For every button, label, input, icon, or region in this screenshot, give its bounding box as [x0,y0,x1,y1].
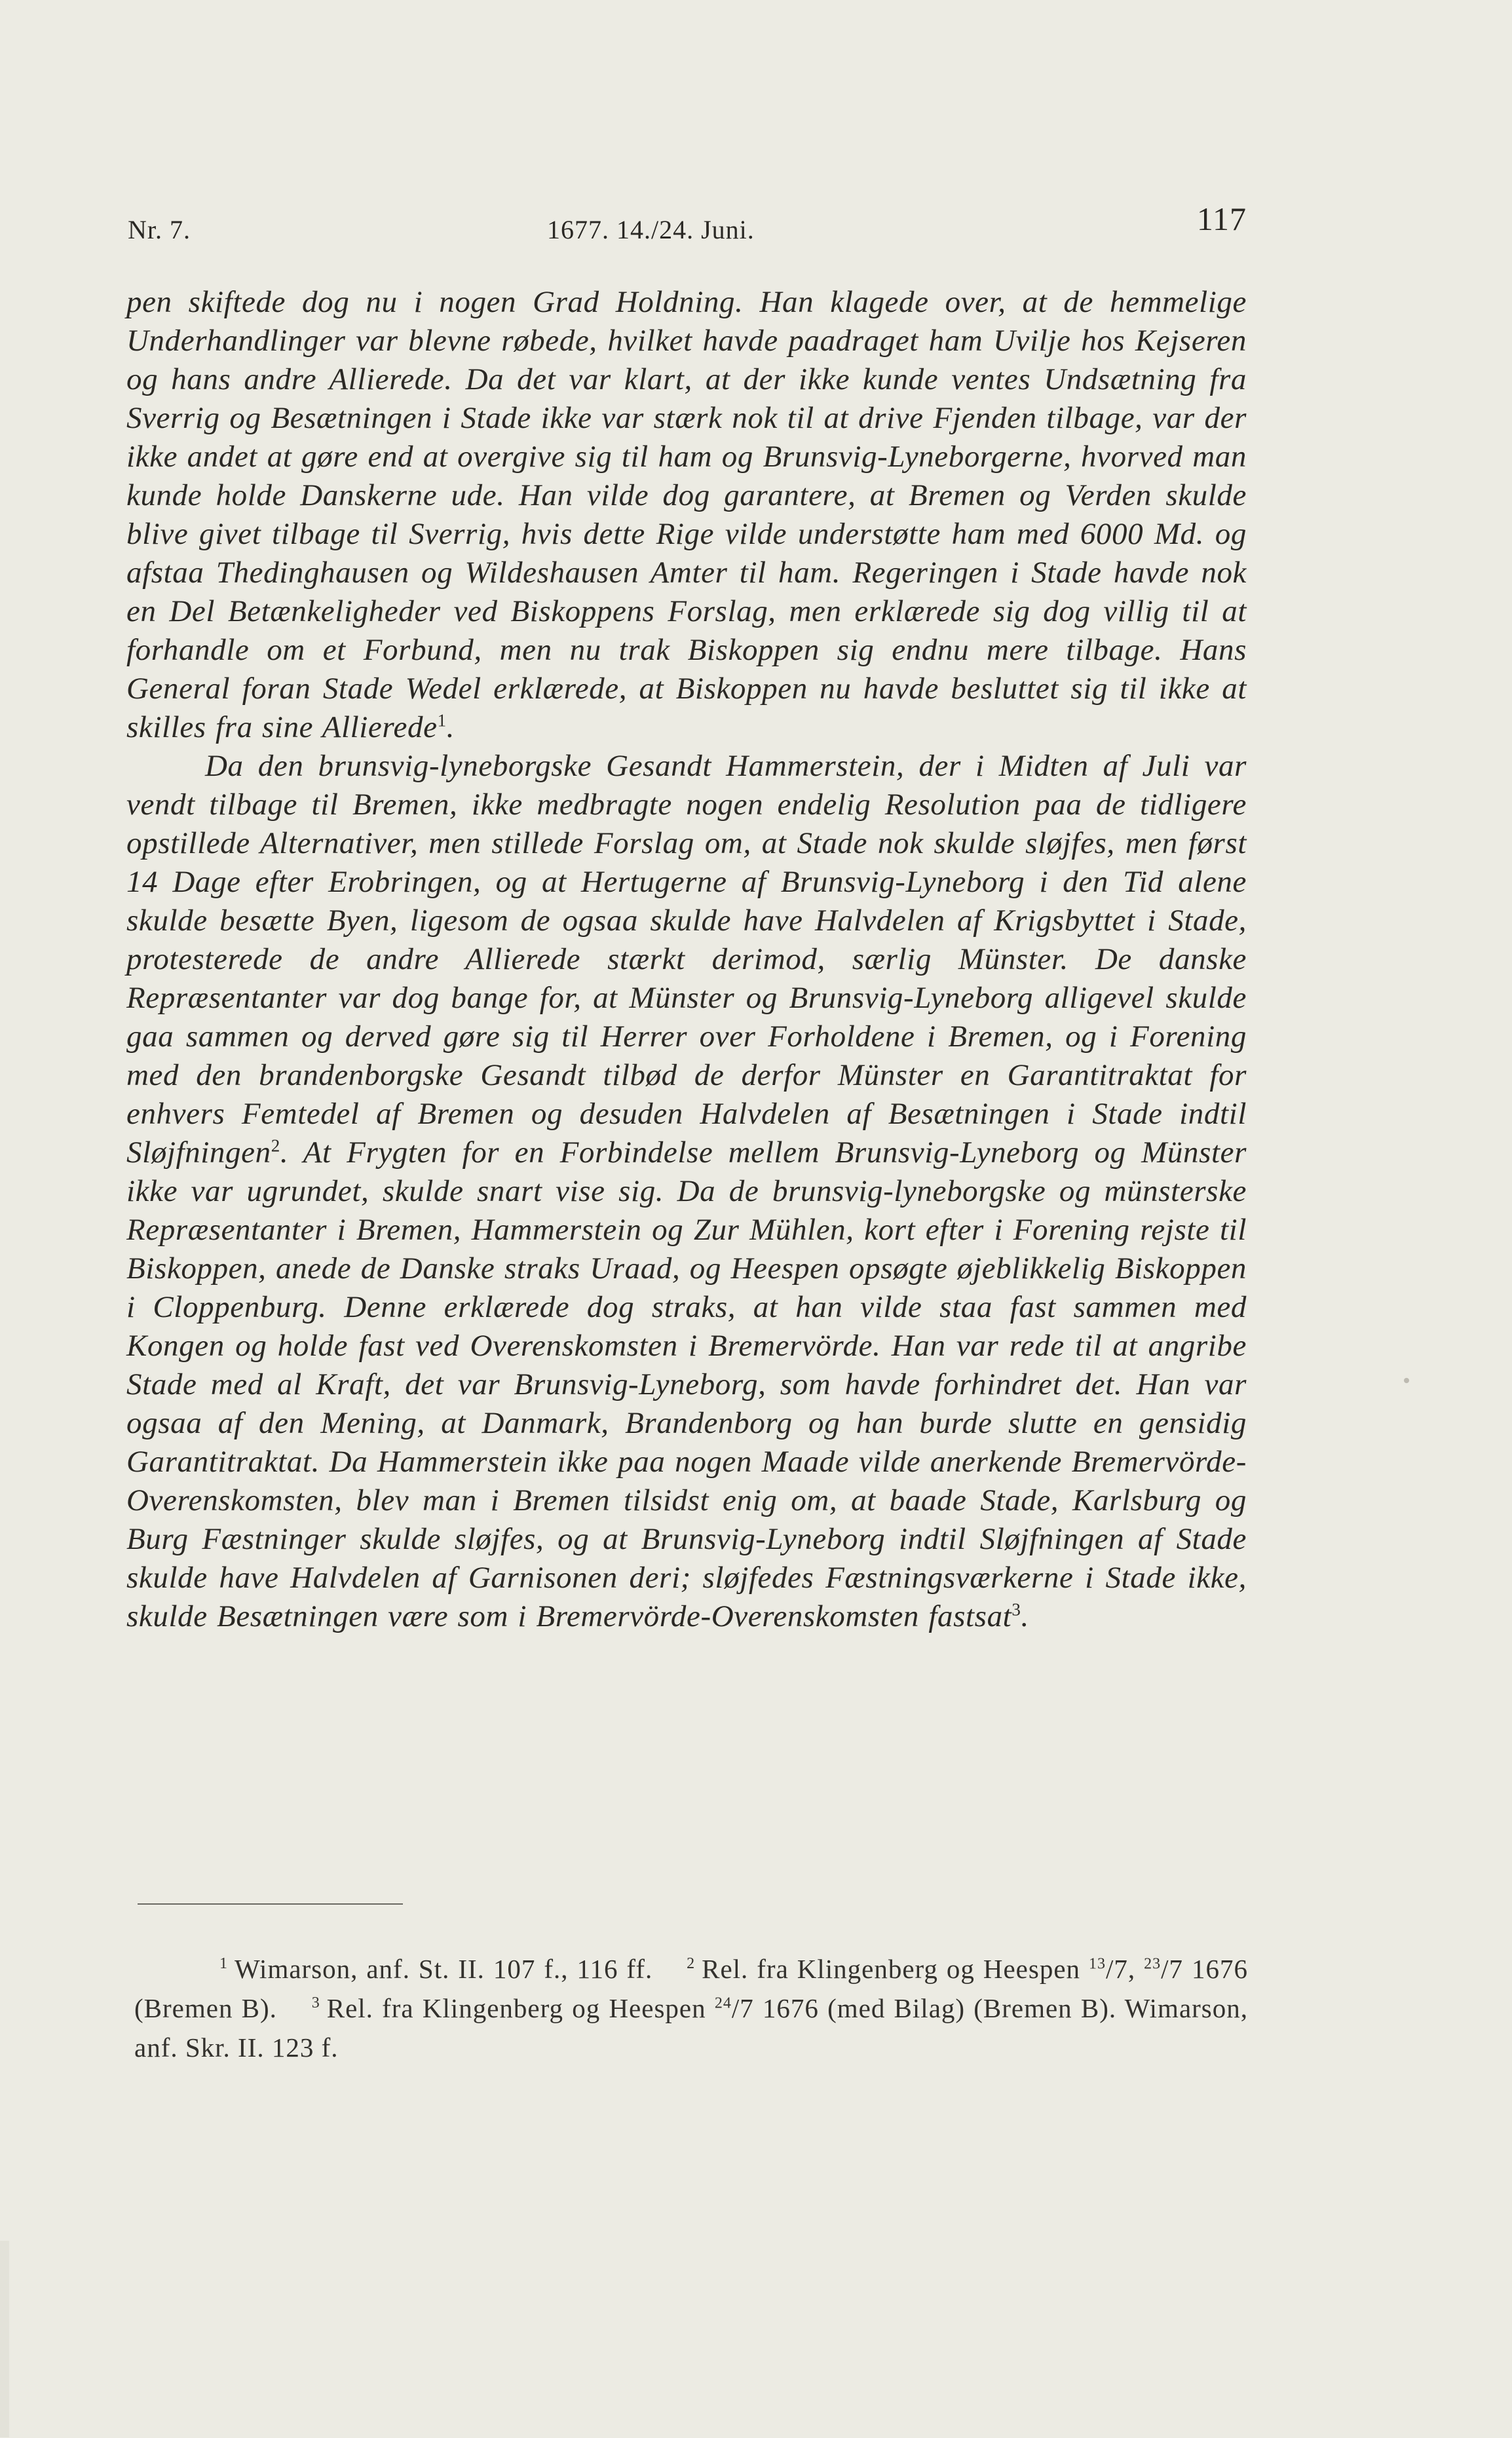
date-superscript: 13 [1089,1955,1106,1973]
footnote-text: /7, [1106,1954,1144,1984]
footnote-ref: 3 [1011,1599,1021,1620]
main-text [126,283,1247,1636]
paragraph-text: . [1021,1599,1029,1633]
footnote-block [134,1949,1248,2067]
page-number: 117 [1196,200,1247,237]
page-header [128,200,1247,259]
footnote-text: Rel. fra Klingenberg og Heespen [702,1954,1089,1984]
paragraph [126,747,1247,1636]
footnote-text: Rel. fra Klingenberg og Heespen [326,1993,715,2023]
edge-smudge [0,2241,9,2437]
date-superscript: 23 [1144,1955,1162,1973]
footnote-text: /7 1676 (med Bilag) (Bremen B). Wimarson, anf. Skr. II. 123 f. [134,1993,1249,2063]
footnote-ref: 1 [437,710,447,731]
paragraph-text: pen skiftede dog nu i nogen Grad Holdning. Han klagede over, at de hemmelige Underhandlinger var blevne røbede, hvilket havde paadraget ham Uvilje hos Kejseren og hans andre Allierede. Da det var klart, at der ikke kunde ventes Undsætning fra Sverrig og Besætningen i Stade ikke var stærk nok til at drive Fjenden tilbage, var der ikke andet at gøre end at overgive sig til ham og Brunsvig-Lyneborgerne, hvorved man kunde holde Danskerne ude. Han vilde dog garantere, at Bremen og Verden skulde blive givet tilbage til Sverrig, hvis dette Rige vilde understøtte ham med 6000 Md. og afstaa Thedinghausen og Wildeshausen Amter til ham. Regeringen i Stade havde nok en Del Betænkeligheder ved Biskoppens Forslag, men erklærede sig dog villig til at forhandle om et Forbund, men nu trak Biskoppen sig endnu mere tilbage. Hans General foran Stade Wedel erklærede, at Biskoppen nu havde besluttet sig til ikke at skilles fra sine Allierede [126,285,1247,744]
header-date: 1677. 14./24. Juni. [547,215,755,244]
paragraph [126,283,1247,747]
footnote-number: 2 [687,1955,696,1973]
date-superscript: 24 [714,1994,732,2012]
print-speck [1404,1378,1409,1383]
issue-number: Nr. 7. [128,215,191,244]
footnote-number: 1 [219,1955,228,1973]
paragraph-text: . At Frygten for en Forbindelse mellem Brunsvig-Lyneborg og Münster ikke var ugrundet, skulde snart vise sig. Da de brunsvig-lyneborgske og münsterske Repræsentanter i Bremen, Hammerstein og Zur Mühlen, kort efter i Forening rejste til Biskoppen, anede de Danske straks Uraad, og Heespen opsøgte øjeblikkelig Biskoppen i Cloppenburg. Denne erklærede dog straks, at han vilde staa fast sammen med Kongen og holde fast ved Overenskomsten i Bremervörde. Han var rede til at angribe Stade med al Kraft, det var Brunsvig-Lyneborg, som havde forhindret det. Han var ogsaa af den Mening, at Danmark, Brandenborg og han burde slutte en gensidig Garantitraktat. Da Hammerstein ikke paa nogen Maade vilde anerkende Bremervörde-Overenskomsten, blev man i Bremen tilsidst enig om, at baade Stade, Karlsburg og Burg Fæstninger skulde sløjfes, og at Brunsvig-Lyneborg indtil Sløjfningen af Stade skulde have Halvdelen af Garnisonen deri; sløjfedes Fæstningsværkerne i Stade ikke, skulde Besætningen være som i Bremervörde-Overenskomsten fastsat [126,1135,1247,1633]
footnote-ref: 2 [271,1135,280,1156]
paragraph-text: Da den brunsvig-lyneborgske Gesandt Hammerstein, der i Midten af Juli var vendt tilbage til Bremen, ikke medbragte nogen endelig Resolution paa de tidligere opstillede Alternativer, men stillede Forslag om, at Stade nok skulde sløjfes, men først 14 Dage efter Erobringen, og at Hertugerne af Brunsvig-Lyneborg i den Tid alene skulde besætte Byen, ligesom de ogsaa skulde have Halvdelen af Krigsbyttet i Stade, protesterede de andre Allierede stærkt derimod, særlig Münster. De danske Repræsentanter var dog bange for, at Münster og Brunsvig-Lyneborg alligevel skulde gaa sammen og derved gøre sig til Herrer over Forholdene i Bremen, og i Forening med den brandenborgske Gesandt tilbød de derfor Münster en Garantitraktat for enhvers Femtedel af Bremen og desuden Halvdelen af Besætningen i Stade indtil Sløjfningen [126,749,1247,1170]
footnote-text: /7 1676 (Bremen B). [134,1954,1248,2023]
footnote-number: 3 [311,1994,320,2012]
footnotes [134,1949,1248,2067]
footnote-divider [138,1903,403,1905]
paragraph-text: . [446,710,455,744]
footnote-text: Wimarson, anf. St. II. 107 f., 116 ff. [235,1954,653,1984]
